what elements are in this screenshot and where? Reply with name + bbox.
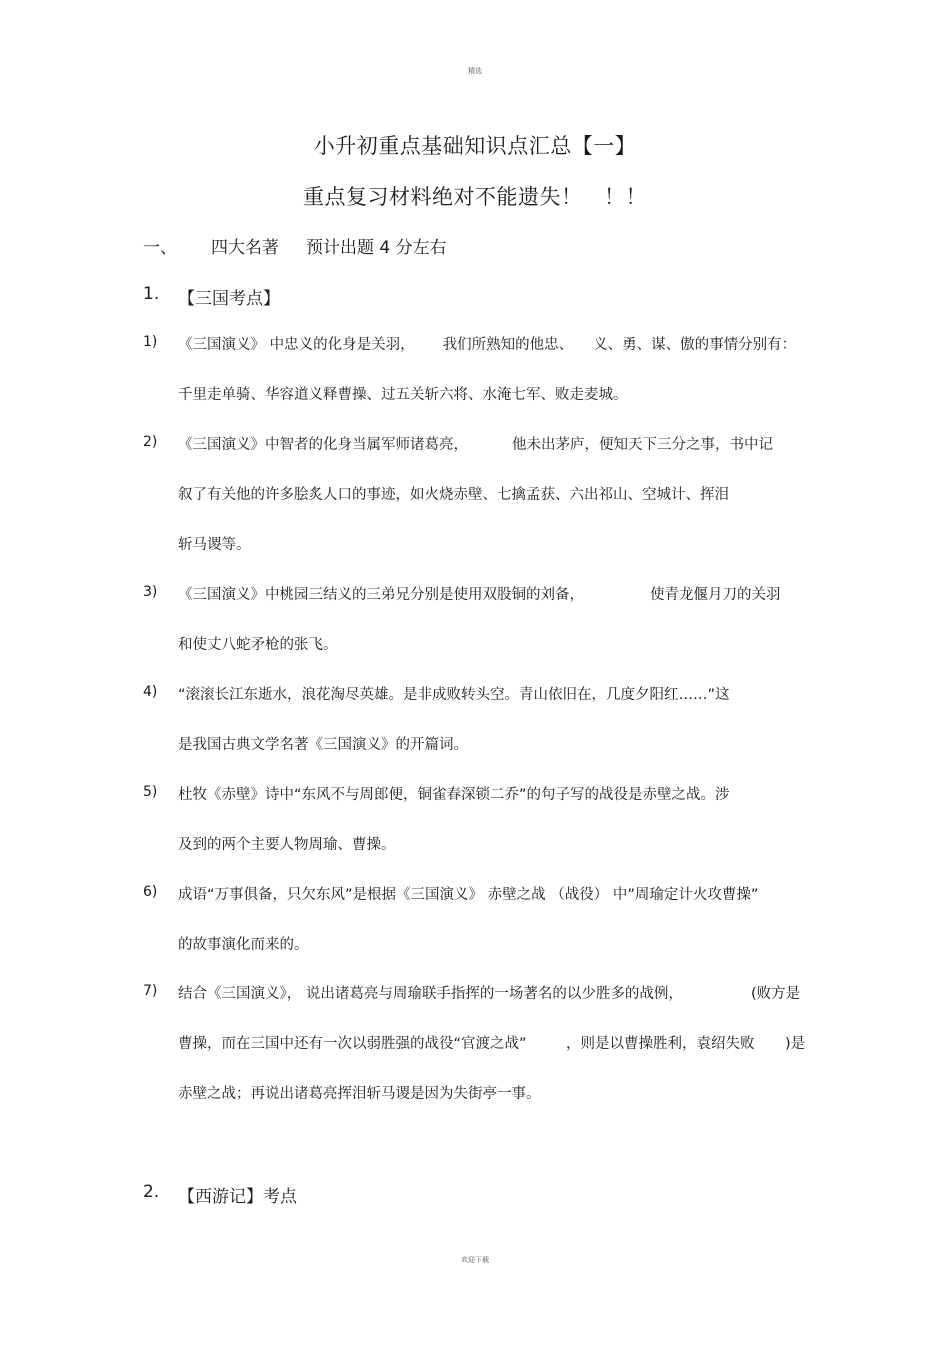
item-number: 4) [143,684,158,700]
section-number: 一、 [143,238,177,258]
item-text: 的故事演化而来的。 [178,937,309,953]
item-text: 是我国古典文学名著《三国演义》的开篇词。 [178,737,468,753]
item-text: “滚滚长江东逝水，浪花淘尽英雄。是非成败转头空。青山依旧在，几度夕阳红……”这 [178,687,730,703]
page-title: 小升初重点基础知识点汇总【一】 [313,134,637,158]
item-text: 杜牧《赤壁》诗中“东风不与周郎便，铜雀春深锁二乔”的句子写的战役是赤壁之战。涉 [178,787,730,803]
item-text: 《三国演义》中桃园三结义的三弟兄分别是使用双股铜的刘备， 使青龙偃月刀的关羽 [178,587,781,603]
section-label: 四大名著 [211,238,279,258]
item-text: 叙了有关他的许多脍炙人口的事迹，如火烧赤壁、七擒孟获、六出祁山、空城计、挥泪 [178,487,729,503]
item-text: 斩马谡等。 [178,537,251,553]
page-subtitle: 重点复习材料绝对不能遗失！ ！！ [303,185,647,209]
subsection-label: 【西游记】考点 [178,1187,297,1207]
item-text: 《三国演义》中智者的化身当属军师诸葛亮， 他未出茅庐，便知天下三分之事，书中记 [178,437,773,453]
item-text: 赤壁之战；再说出诸葛亮挥泪斩马谡是因为失街亭一事。 [178,1086,541,1102]
item-text: )是 [785,1036,806,1052]
item-number: 3) [143,584,158,600]
subsection-number: 1. [143,284,160,304]
item-text: 千里走单骑、华容道义释曹操、过五关斩六将、水淹七军、败走麦城。 [178,387,628,403]
item-number: 6) [143,884,158,900]
item-number: 7) [143,983,158,999]
subsection-label: 【三国考点】 [178,289,280,309]
item-text: (败方是 [751,986,801,1002]
item-text: ，则是以曹操胜利，袁绍失败 [566,1036,755,1052]
item-text: 曹操，而在三国中还有一次以弱胜强的战役“官渡之战” [178,1036,527,1052]
item-text: 《三国演义》 中忠义的化身是关羽， 我们所熟知的他忠、 义、勇、谋、傲的事情分别有： [178,337,797,353]
item-number: 5) [143,784,158,800]
item-text: 及到的两个主要人物周瑜、曹操。 [178,837,396,853]
item-text: 结合《三国演义》， 说出诸葛亮与周瑜联手指挥的一场著名的以少胜多的战例， [178,986,683,1002]
subsection-number: 2. [143,1182,160,1202]
item-text: 成语“万事俱备，只欠东风”是根据《三国演义》 赤壁之战 （战役） 中”周瑜定计火攻曹操” [178,887,759,903]
item-number: 2) [143,434,158,450]
item-number: 1) [143,334,158,350]
header-watermark: 精选 [468,67,482,75]
footer-watermark: 欢迎下载 [461,1256,489,1264]
item-text: 和使丈八蛇矛枪的张飞。 [178,637,338,653]
section-note: 预计出题 4 分左右 [306,238,447,258]
